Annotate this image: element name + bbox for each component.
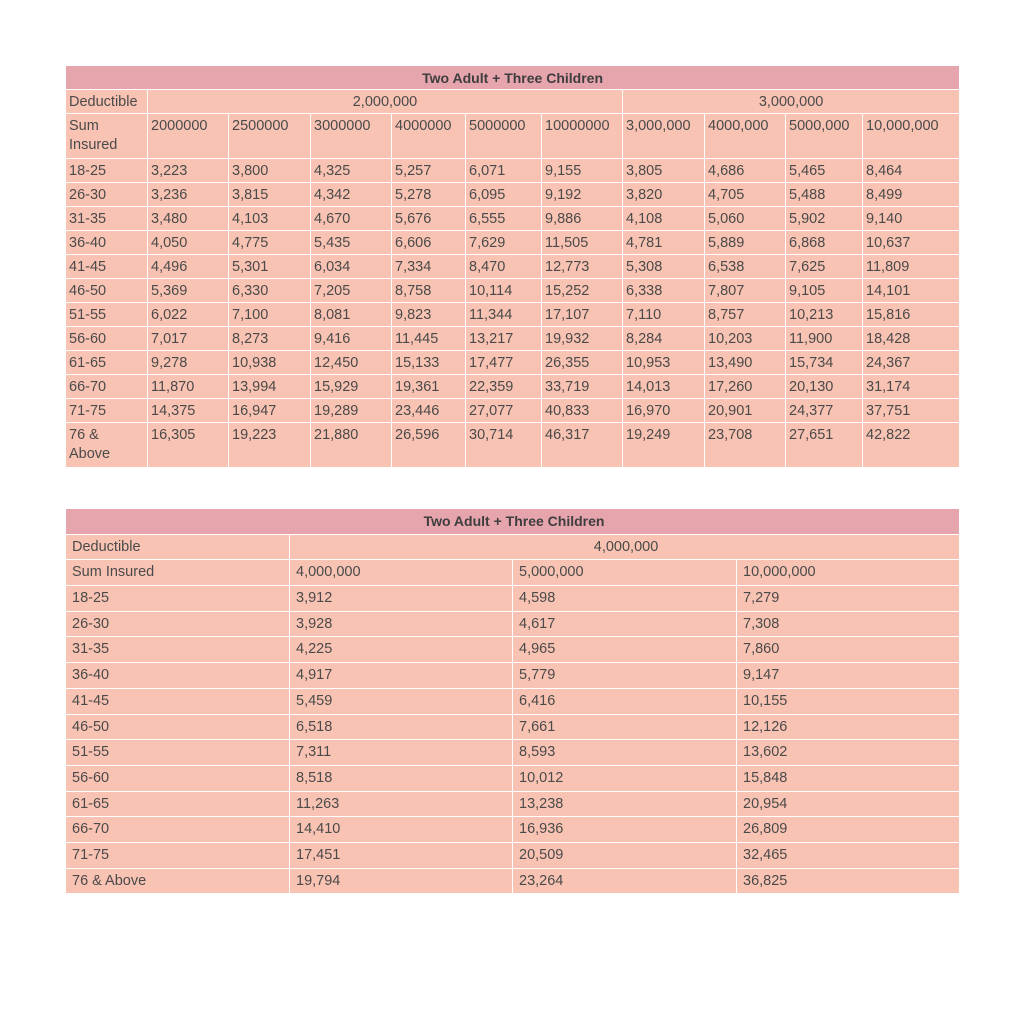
premium-cell: 17,260 bbox=[705, 375, 786, 399]
table-row bbox=[66, 637, 960, 663]
age-band-cell: 76 & Above bbox=[66, 423, 148, 468]
premium-cell: 9,823 bbox=[392, 303, 466, 327]
premium-cell: 4,225 bbox=[290, 637, 513, 663]
premium-cell: 4,598 bbox=[513, 586, 737, 612]
sum-insured-value: 2500000 bbox=[229, 114, 311, 159]
premium-cell: 14,410 bbox=[290, 817, 513, 843]
sum-insured-value: 4,000,000 bbox=[290, 560, 513, 586]
premium-cell: 19,361 bbox=[392, 375, 466, 399]
premium-cell: 7,017 bbox=[148, 327, 229, 351]
age-band-cell: 31-35 bbox=[66, 207, 148, 231]
sum-insured-label: Sum Insured bbox=[66, 114, 148, 159]
premium-cell: 7,334 bbox=[392, 255, 466, 279]
premium-cell: 19,249 bbox=[623, 423, 705, 468]
age-band-cell: 41-45 bbox=[66, 688, 290, 714]
deductible-value: 2,000,000 bbox=[148, 90, 623, 114]
premium-cell: 3,800 bbox=[229, 159, 311, 183]
premium-cell: 13,217 bbox=[466, 327, 542, 351]
premium-cell: 3,815 bbox=[229, 183, 311, 207]
premium-cell: 37,751 bbox=[863, 399, 960, 423]
premium-cell: 13,994 bbox=[229, 375, 311, 399]
premium-cell: 13,602 bbox=[737, 740, 960, 766]
premium-cell: 8,499 bbox=[863, 183, 960, 207]
premium-cell: 5,435 bbox=[311, 231, 392, 255]
table-row bbox=[66, 303, 960, 327]
premium-cell: 3,223 bbox=[148, 159, 229, 183]
premium-cell: 7,279 bbox=[737, 586, 960, 612]
premium-cell: 15,133 bbox=[392, 351, 466, 375]
deductible-row bbox=[66, 534, 960, 560]
premium-cell: 4,670 bbox=[311, 207, 392, 231]
premium-cell: 4,775 bbox=[229, 231, 311, 255]
premium-cell: 10,203 bbox=[705, 327, 786, 351]
premium-cell: 3,912 bbox=[290, 586, 513, 612]
sum-insured-value: 4000,000 bbox=[705, 114, 786, 159]
premium-cell: 10,155 bbox=[737, 688, 960, 714]
table-row bbox=[66, 327, 960, 351]
table-row bbox=[66, 586, 960, 612]
premium-cell: 5,060 bbox=[705, 207, 786, 231]
premium-cell: 4,705 bbox=[705, 183, 786, 207]
premium-cell: 9,192 bbox=[542, 183, 623, 207]
table-row bbox=[66, 611, 960, 637]
age-band-cell: 36-40 bbox=[66, 663, 290, 689]
table-row bbox=[66, 231, 960, 255]
premium-cell: 7,100 bbox=[229, 303, 311, 327]
premium-cell: 4,108 bbox=[623, 207, 705, 231]
age-band-cell: 61-65 bbox=[66, 351, 148, 375]
premium-cell: 6,555 bbox=[466, 207, 542, 231]
premium-cell: 9,886 bbox=[542, 207, 623, 231]
premium-cell: 23,264 bbox=[513, 868, 737, 894]
table-row bbox=[66, 279, 960, 303]
age-band-cell: 71-75 bbox=[66, 842, 290, 868]
premium-cell: 6,518 bbox=[290, 714, 513, 740]
age-band-cell: 56-60 bbox=[66, 327, 148, 351]
premium-cell: 6,095 bbox=[466, 183, 542, 207]
table-row bbox=[66, 740, 960, 766]
table-row bbox=[66, 842, 960, 868]
premium-cell: 8,464 bbox=[863, 159, 960, 183]
premium-cell: 7,661 bbox=[513, 714, 737, 740]
premium-table-deductible-2m-3m bbox=[65, 65, 960, 468]
premium-cell: 6,034 bbox=[311, 255, 392, 279]
premium-cell: 7,625 bbox=[786, 255, 863, 279]
sum-insured-value: 5,000,000 bbox=[513, 560, 737, 586]
age-band-cell: 18-25 bbox=[66, 159, 148, 183]
sum-insured-row bbox=[66, 560, 960, 586]
premium-cell: 5,301 bbox=[229, 255, 311, 279]
premium-cell: 23,708 bbox=[705, 423, 786, 468]
premium-cell: 10,012 bbox=[513, 765, 737, 791]
premium-cell: 4,325 bbox=[311, 159, 392, 183]
table-row bbox=[66, 375, 960, 399]
table-row bbox=[66, 207, 960, 231]
age-band-cell: 76 & Above bbox=[66, 868, 290, 894]
age-band-cell: 36-40 bbox=[66, 231, 148, 255]
premium-cell: 33,719 bbox=[542, 375, 623, 399]
premium-cell: 14,101 bbox=[863, 279, 960, 303]
table-row bbox=[66, 714, 960, 740]
premium-cell: 46,317 bbox=[542, 423, 623, 468]
premium-cell: 4,917 bbox=[290, 663, 513, 689]
premium-cell: 9,416 bbox=[311, 327, 392, 351]
premium-cell: 16,947 bbox=[229, 399, 311, 423]
premium-cell: 8,273 bbox=[229, 327, 311, 351]
premium-cell: 3,805 bbox=[623, 159, 705, 183]
premium-cell: 11,263 bbox=[290, 791, 513, 817]
premium-cell: 42,822 bbox=[863, 423, 960, 468]
premium-cell: 12,126 bbox=[737, 714, 960, 740]
premium-cell: 8,518 bbox=[290, 765, 513, 791]
premium-cell: 11,809 bbox=[863, 255, 960, 279]
premium-cell: 14,013 bbox=[623, 375, 705, 399]
premium-cell: 4,965 bbox=[513, 637, 737, 663]
premium-cell: 16,305 bbox=[148, 423, 229, 468]
premium-cell: 7,311 bbox=[290, 740, 513, 766]
premium-cell: 26,355 bbox=[542, 351, 623, 375]
premium-cell: 9,278 bbox=[148, 351, 229, 375]
premium-cell: 15,929 bbox=[311, 375, 392, 399]
deductible-value: 3,000,000 bbox=[623, 90, 960, 114]
premium-cell: 17,107 bbox=[542, 303, 623, 327]
premium-cell: 26,809 bbox=[737, 817, 960, 843]
premium-cell: 7,629 bbox=[466, 231, 542, 255]
premium-cell: 4,103 bbox=[229, 207, 311, 231]
sum-insured-value: 10,000,000 bbox=[737, 560, 960, 586]
table-title-row bbox=[66, 509, 960, 535]
premium-cell: 27,651 bbox=[786, 423, 863, 468]
premium-cell: 16,936 bbox=[513, 817, 737, 843]
table-row bbox=[66, 688, 960, 714]
table-title: Two Adult + Three Children bbox=[66, 509, 960, 535]
premium-cell: 7,807 bbox=[705, 279, 786, 303]
sum-insured-value: 10,000,000 bbox=[863, 114, 960, 159]
premium-cell: 6,868 bbox=[786, 231, 863, 255]
table-row bbox=[66, 765, 960, 791]
premium-cell: 9,105 bbox=[786, 279, 863, 303]
table-row bbox=[66, 159, 960, 183]
premium-cell: 31,174 bbox=[863, 375, 960, 399]
premium-cell: 4,050 bbox=[148, 231, 229, 255]
premium-cell: 6,330 bbox=[229, 279, 311, 303]
age-band-cell: 46-50 bbox=[66, 714, 290, 740]
premium-cell: 13,490 bbox=[705, 351, 786, 375]
premium-cell: 6,538 bbox=[705, 255, 786, 279]
premium-cell: 10,953 bbox=[623, 351, 705, 375]
premium-cell: 15,734 bbox=[786, 351, 863, 375]
sum-insured-value: 10000000 bbox=[542, 114, 623, 159]
premium-cell: 8,284 bbox=[623, 327, 705, 351]
premium-cell: 6,338 bbox=[623, 279, 705, 303]
premium-cell: 24,377 bbox=[786, 399, 863, 423]
premium-cell: 10,114 bbox=[466, 279, 542, 303]
premium-cell: 11,870 bbox=[148, 375, 229, 399]
premium-cell: 30,714 bbox=[466, 423, 542, 468]
premium-cell: 5,889 bbox=[705, 231, 786, 255]
table-row bbox=[66, 351, 960, 375]
premium-cell: 15,848 bbox=[737, 765, 960, 791]
premium-cell: 11,900 bbox=[786, 327, 863, 351]
sum-insured-label: Sum Insured bbox=[66, 560, 290, 586]
premium-cell: 6,416 bbox=[513, 688, 737, 714]
premium-cell: 5,902 bbox=[786, 207, 863, 231]
premium-cell: 19,223 bbox=[229, 423, 311, 468]
age-band-cell: 66-70 bbox=[66, 817, 290, 843]
table-row bbox=[66, 423, 960, 468]
premium-cell: 11,344 bbox=[466, 303, 542, 327]
premium-cell: 15,816 bbox=[863, 303, 960, 327]
premium-cell: 11,505 bbox=[542, 231, 623, 255]
deductible-value: 4,000,000 bbox=[290, 534, 960, 560]
premium-cell: 10,637 bbox=[863, 231, 960, 255]
premium-cell: 9,155 bbox=[542, 159, 623, 183]
premium-cell: 4,496 bbox=[148, 255, 229, 279]
premium-cell: 5,257 bbox=[392, 159, 466, 183]
table-row bbox=[66, 399, 960, 423]
premium-cell: 17,451 bbox=[290, 842, 513, 868]
premium-cell: 12,450 bbox=[311, 351, 392, 375]
premium-cell: 4,781 bbox=[623, 231, 705, 255]
age-band-cell: 61-65 bbox=[66, 791, 290, 817]
premium-cell: 20,509 bbox=[513, 842, 737, 868]
premium-cell: 19,289 bbox=[311, 399, 392, 423]
age-band-cell: 26-30 bbox=[66, 611, 290, 637]
premium-cell: 5,488 bbox=[786, 183, 863, 207]
table-row bbox=[66, 183, 960, 207]
premium-cell: 21,880 bbox=[311, 423, 392, 468]
table-title-row bbox=[66, 66, 960, 90]
premium-cell: 6,071 bbox=[466, 159, 542, 183]
premium-cell: 5,459 bbox=[290, 688, 513, 714]
premium-cell: 12,773 bbox=[542, 255, 623, 279]
premium-cell: 7,110 bbox=[623, 303, 705, 327]
premium-cell: 19,932 bbox=[542, 327, 623, 351]
premium-cell: 8,757 bbox=[705, 303, 786, 327]
age-band-cell: 46-50 bbox=[66, 279, 148, 303]
premium-cell: 32,465 bbox=[737, 842, 960, 868]
table-row bbox=[66, 255, 960, 279]
deductible-label: Deductible bbox=[66, 534, 290, 560]
premium-cell: 8,470 bbox=[466, 255, 542, 279]
premium-cell: 23,446 bbox=[392, 399, 466, 423]
premium-cell: 5,278 bbox=[392, 183, 466, 207]
deductible-label: Deductible bbox=[66, 90, 148, 114]
premium-cell: 24,367 bbox=[863, 351, 960, 375]
premium-cell: 19,794 bbox=[290, 868, 513, 894]
age-band-cell: 26-30 bbox=[66, 183, 148, 207]
premium-cell: 3,236 bbox=[148, 183, 229, 207]
premium-cell: 15,252 bbox=[542, 279, 623, 303]
premium-cell: 8,758 bbox=[392, 279, 466, 303]
premium-cell: 26,596 bbox=[392, 423, 466, 468]
premium-cell: 17,477 bbox=[466, 351, 542, 375]
premium-cell: 7,205 bbox=[311, 279, 392, 303]
premium-cell: 27,077 bbox=[466, 399, 542, 423]
premium-cell: 40,833 bbox=[542, 399, 623, 423]
premium-cell: 3,928 bbox=[290, 611, 513, 637]
age-band-cell: 71-75 bbox=[66, 399, 148, 423]
premium-cell: 22,359 bbox=[466, 375, 542, 399]
premium-cell: 6,606 bbox=[392, 231, 466, 255]
table-row bbox=[66, 663, 960, 689]
sum-insured-value: 3,000,000 bbox=[623, 114, 705, 159]
table-title: Two Adult + Three Children bbox=[66, 66, 960, 90]
premium-cell: 8,081 bbox=[311, 303, 392, 327]
premium-cell: 3,480 bbox=[148, 207, 229, 231]
premium-cell: 20,901 bbox=[705, 399, 786, 423]
premium-cell: 3,820 bbox=[623, 183, 705, 207]
age-band-cell: 51-55 bbox=[66, 740, 290, 766]
premium-cell: 4,342 bbox=[311, 183, 392, 207]
sum-insured-row bbox=[66, 114, 960, 159]
premium-cell: 14,375 bbox=[148, 399, 229, 423]
sum-insured-value: 5000000 bbox=[466, 114, 542, 159]
premium-cell: 4,617 bbox=[513, 611, 737, 637]
age-band-cell: 18-25 bbox=[66, 586, 290, 612]
age-band-cell: 31-35 bbox=[66, 637, 290, 663]
age-band-cell: 41-45 bbox=[66, 255, 148, 279]
premium-table-deductible-4m bbox=[65, 508, 960, 894]
premium-cell: 6,022 bbox=[148, 303, 229, 327]
premium-cell: 8,593 bbox=[513, 740, 737, 766]
deductible-row bbox=[66, 90, 960, 114]
age-band-cell: 56-60 bbox=[66, 765, 290, 791]
premium-cell: 5,779 bbox=[513, 663, 737, 689]
premium-cell: 16,970 bbox=[623, 399, 705, 423]
premium-cell: 20,130 bbox=[786, 375, 863, 399]
table-row bbox=[66, 868, 960, 894]
premium-cell: 18,428 bbox=[863, 327, 960, 351]
premium-cell: 10,938 bbox=[229, 351, 311, 375]
age-band-cell: 66-70 bbox=[66, 375, 148, 399]
premium-cell: 5,465 bbox=[786, 159, 863, 183]
sum-insured-value: 5000,000 bbox=[786, 114, 863, 159]
premium-cell: 9,147 bbox=[737, 663, 960, 689]
premium-cell: 5,369 bbox=[148, 279, 229, 303]
sum-insured-value: 2000000 bbox=[148, 114, 229, 159]
premium-cell: 7,308 bbox=[737, 611, 960, 637]
sum-insured-value: 4000000 bbox=[392, 114, 466, 159]
premium-cell: 10,213 bbox=[786, 303, 863, 327]
sum-insured-value: 3000000 bbox=[311, 114, 392, 159]
premium-cell: 13,238 bbox=[513, 791, 737, 817]
premium-cell: 7,860 bbox=[737, 637, 960, 663]
premium-cell: 9,140 bbox=[863, 207, 960, 231]
age-band-cell: 51-55 bbox=[66, 303, 148, 327]
premium-cell: 20,954 bbox=[737, 791, 960, 817]
table-row bbox=[66, 791, 960, 817]
table-row bbox=[66, 817, 960, 843]
premium-cell: 5,308 bbox=[623, 255, 705, 279]
premium-cell: 36,825 bbox=[737, 868, 960, 894]
premium-cell: 4,686 bbox=[705, 159, 786, 183]
premium-cell: 5,676 bbox=[392, 207, 466, 231]
premium-cell: 11,445 bbox=[392, 327, 466, 351]
